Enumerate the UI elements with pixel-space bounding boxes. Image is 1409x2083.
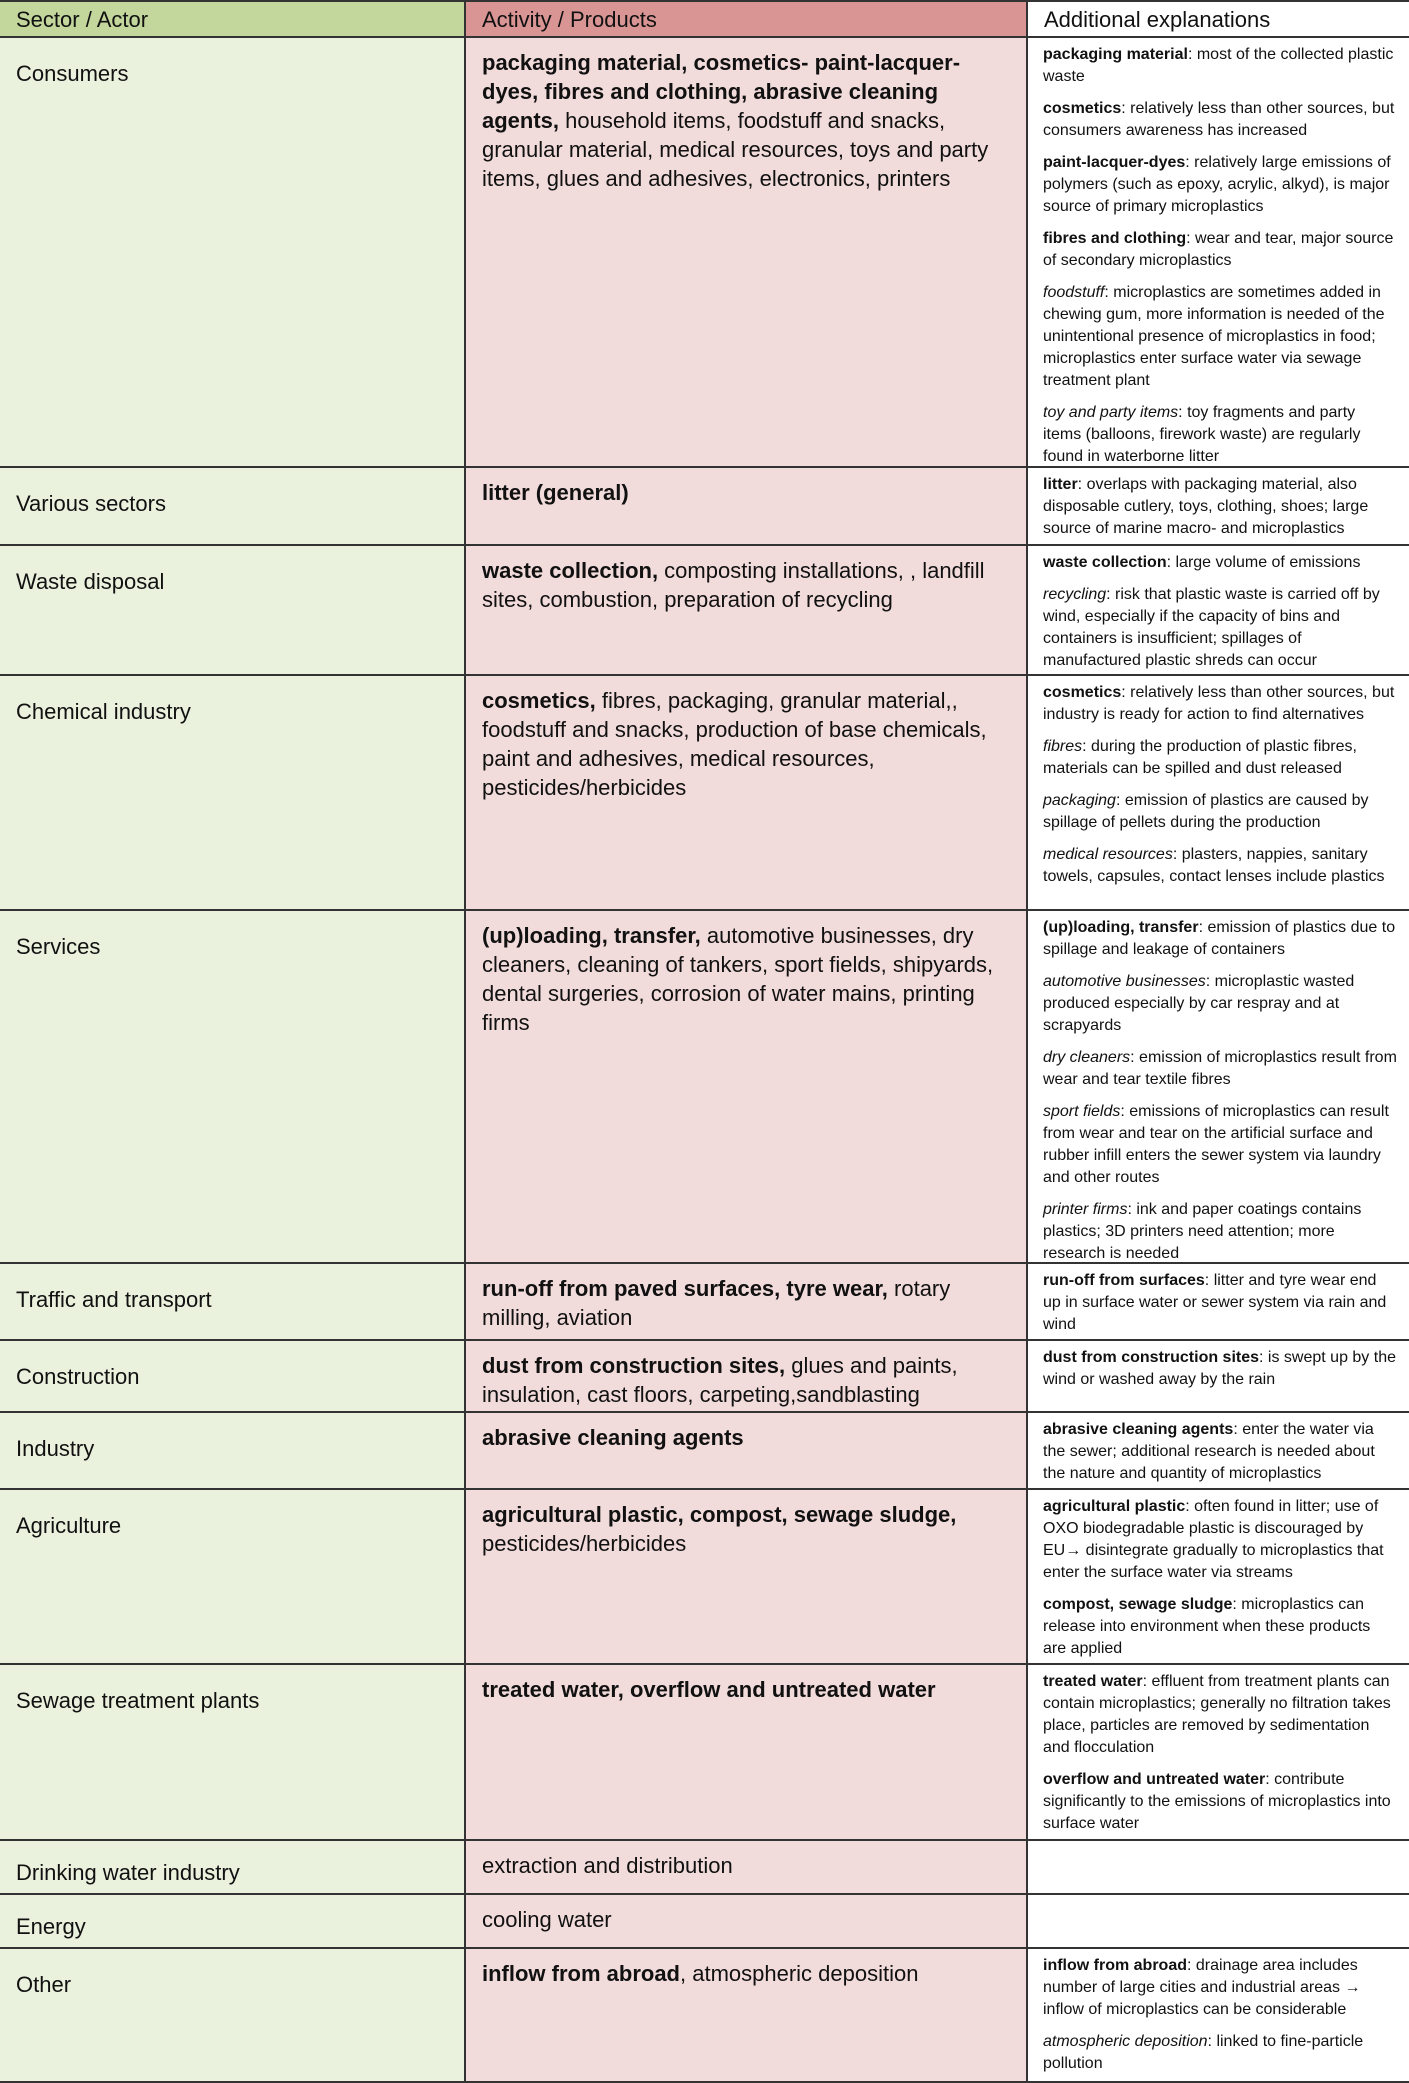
activity-text: fibres, packaging, granular material,, foodstuff and snacks, production of base chemicals, paint and adhesives, medical resources, pesticides/herbicides	[482, 688, 987, 800]
explanation-cell	[1028, 1949, 1409, 2081]
explanation-term: automotive businesses	[1043, 973, 1206, 990]
explanation-cell	[1028, 38, 1409, 466]
explanation-item	[1043, 402, 1397, 468]
table-row	[0, 1949, 1409, 2083]
explanation-term: dry cleaners	[1043, 1049, 1131, 1066]
activity-cell	[466, 468, 1028, 544]
explanation-item	[1043, 1101, 1397, 1189]
explanation-text: : emission of microplastics result from wear and tear textile fibres	[1043, 1049, 1397, 1088]
explanation-term: packaging material	[1043, 46, 1188, 63]
explanation-text: : during the production of plastic fibres, materials can be spilled and dust released	[1043, 738, 1357, 777]
explanation-cell	[1028, 468, 1409, 544]
explanation-text: : relatively large emissions of polymers (such as epoxy, acrylic, alkyd), is major source of primary microplastics	[1043, 154, 1391, 215]
activity-bold-text: abrasive cleaning agents	[482, 1425, 744, 1450]
explanation-text: : enter the water via the sewer; additional research is needed about the nature and quantity of microplastics	[1043, 1421, 1375, 1482]
explanation-text: : toy fragments and party items (balloons, firework waste) are regularly found in waterborne litter	[1043, 404, 1361, 465]
table-row	[0, 676, 1409, 911]
explanation-term: printer firms	[1043, 1201, 1128, 1218]
explanation-item	[1043, 1199, 1397, 1265]
table-row	[0, 1895, 1409, 1949]
activity-text: automotive businesses, dry cleaners, cleaning of tankers, sport fields, shipyards, dental surgeries, corrosion of water mains, printing firms	[482, 923, 994, 1035]
explanation-item	[1043, 44, 1397, 88]
explanation-item	[1043, 474, 1397, 540]
explanation-item	[1043, 917, 1397, 961]
activity-bold-text: litter (general)	[482, 480, 629, 505]
activity-bold-text: treated water, overflow and untreated water	[482, 1677, 936, 1702]
activity-cell	[466, 546, 1028, 674]
explanation-term: treated water	[1043, 1673, 1143, 1690]
activity-bold-text: waste collection,	[482, 558, 659, 583]
explanation-term: atmospheric deposition	[1043, 2033, 1208, 2050]
table-row	[0, 546, 1409, 676]
explanation-item	[1043, 152, 1397, 218]
explanation-text: : relatively less than other sources, but consumers awareness has increased	[1043, 100, 1395, 139]
explanation-text: : large volume of emissions	[1166, 554, 1361, 571]
sector-cell: Consumers	[0, 38, 466, 466]
explanation-cell	[1028, 1665, 1409, 1839]
explanation-term: compost, sewage sludge	[1043, 1596, 1233, 1613]
sector-cell: Energy	[0, 1895, 466, 1947]
activity-bold-text: cosmetics,	[482, 688, 596, 713]
activity-cell	[466, 1665, 1028, 1839]
activity-cell	[466, 1841, 1028, 1893]
explanation-term: inflow from abroad	[1043, 1957, 1187, 1974]
explanation-term: dust from construction sites	[1043, 1349, 1260, 1366]
activity-cell	[466, 1895, 1028, 1947]
explanation-cell	[1028, 1841, 1409, 1893]
explanation-cell	[1028, 546, 1409, 674]
sector-cell: Agriculture	[0, 1490, 466, 1663]
explanation-text: : plasters, nappies, sanitary towels, capsules, contact lenses include plastics	[1043, 846, 1385, 885]
explanation-item	[1043, 682, 1397, 726]
activity-bold-text: dust from construction sites,	[482, 1353, 786, 1378]
explanation-item	[1043, 1419, 1397, 1485]
activity-bold-text: packaging material, cosmetics- paint-lacquer-dyes, fibres and clothing, abrasive cleaning agents,	[482, 50, 961, 133]
activity-bold-text: run-off from paved surfaces, tyre wear,	[482, 1276, 888, 1301]
table-row	[0, 1841, 1409, 1895]
explanation-term: abrasive cleaning agents	[1043, 1421, 1234, 1438]
activity-text: household items, foodstuff and snacks, granular material, medical resources, toys and party items, glues and adhesives, electronics, printers	[482, 108, 989, 191]
table-body	[0, 38, 1409, 2083]
sector-cell: Waste disposal	[0, 546, 466, 674]
activity-text: extraction and distribution	[482, 1853, 733, 1878]
sector-cell: Industry	[0, 1413, 466, 1488]
explanation-term: overflow and untreated water	[1043, 1771, 1266, 1788]
explanation-item	[1043, 228, 1397, 272]
activity-cell	[466, 38, 1028, 466]
explanation-term: packaging	[1043, 792, 1116, 809]
explanation-text: : ink and paper coatings contains plastics; 3D printers need attention; more research is needed	[1043, 1201, 1362, 1262]
explanation-term: medical resources	[1043, 846, 1173, 863]
explanation-term: (up)loading, transfer	[1043, 919, 1199, 936]
sector-cell: Traffic and transport	[0, 1264, 466, 1339]
table-row	[0, 468, 1409, 546]
header-sector: Sector / Actor	[0, 2, 466, 36]
header-activity: Activity / Products	[466, 2, 1028, 36]
explanation-cell	[1028, 676, 1409, 909]
activity-cell	[466, 911, 1028, 1262]
explanation-term: agricultural plastic	[1043, 1498, 1186, 1515]
header-explanation: Additional explanations	[1028, 2, 1409, 36]
explanation-text: : drainage area includes number of large cities and industrial areas → inflow of microplastics can be considerable	[1043, 1957, 1361, 2018]
explanation-term: fibres	[1043, 738, 1083, 755]
activity-text: composting installations, , landfill sites, combustion, preparation of recycling	[482, 558, 985, 612]
activity-cell	[466, 676, 1028, 909]
explanation-text: : emission of plastics due to spillage and leakage of containers	[1043, 919, 1396, 958]
activity-cell	[466, 1264, 1028, 1339]
activity-bold-text: agricultural plastic, compost, sewage sludge,	[482, 1502, 957, 1527]
sector-cell: Services	[0, 911, 466, 1262]
activity-bold-text: (up)loading, transfer,	[482, 923, 701, 948]
explanation-item	[1043, 790, 1397, 834]
activity-cell	[466, 1341, 1028, 1411]
explanation-item	[1043, 736, 1397, 780]
explanation-text: : emission of plastics are caused by spillage of pellets during the production	[1043, 792, 1369, 831]
explanation-term: fibres and clothing	[1043, 230, 1187, 247]
explanation-text: : microplastic wasted produced especially by car respray and at scrapyards	[1043, 973, 1355, 1034]
explanation-cell	[1028, 1413, 1409, 1488]
table-header	[0, 2, 1409, 38]
explanation-text: : most of the collected plastic waste	[1043, 46, 1394, 85]
table-row	[0, 1264, 1409, 1341]
explanation-text: : effluent from treatment plants can contain microplastics; generally no filtration takes place, particles are removed by sedimentation and flocculation	[1043, 1673, 1391, 1756]
explanation-item	[1043, 971, 1397, 1037]
explanation-item	[1043, 584, 1397, 672]
sector-cell: Drinking water industry	[0, 1841, 466, 1893]
explanation-text: : overlaps with packaging material, also disposable cutlery, toys, clothing, shoes; large source of marine macro- and microplastics	[1043, 476, 1369, 537]
table-row	[0, 1413, 1409, 1490]
explanation-text: : is swept up by the wind or washed away by the rain	[1043, 1349, 1396, 1388]
activity-text: cooling water	[482, 1907, 612, 1932]
activity-text: glues and paints, insulation, cast floors, carpeting,sandblasting	[482, 1353, 958, 1407]
explanation-item	[1043, 1270, 1397, 1336]
activity-bold-text: inflow from abroad	[482, 1961, 680, 1986]
table-row	[0, 1665, 1409, 1841]
explanation-text: : emissions of microplastics can result from wear and tear on the artificial surface and rubber infill enters the sewer system via laundry and other routes	[1043, 1103, 1389, 1186]
sector-cell: Other	[0, 1949, 466, 2081]
explanation-item	[1043, 1594, 1397, 1660]
explanation-cell	[1028, 1895, 1409, 1947]
explanation-text: : contribute significantly to the emissions of microplastics into surface water	[1043, 1771, 1391, 1832]
explanation-item	[1043, 2031, 1397, 2075]
explanation-item	[1043, 1769, 1397, 1835]
explanation-text: : microplastics are sometimes added in chewing gum, more information is needed of the unintentional presence of microplastics in food; microplastics enter surface water via sewage treatment plant	[1043, 284, 1385, 389]
explanation-text: : often found in litter; use of OXO biodegradable plastic is discouraged by EU→ disintegrate gradually to microplastics that enter the surface water via streams	[1043, 1498, 1384, 1581]
explanation-text: : litter and tyre wear end up in surface water or sewer system via rain and wind	[1043, 1272, 1387, 1333]
explanation-cell	[1028, 1490, 1409, 1663]
explanation-term: paint-lacquer-dyes	[1043, 154, 1186, 171]
explanation-item	[1043, 1671, 1397, 1759]
explanation-item	[1043, 1955, 1397, 2021]
table-row	[0, 1341, 1409, 1413]
sector-cell: Chemical industry	[0, 676, 466, 909]
activity-cell	[466, 1413, 1028, 1488]
explanation-term: sport fields	[1043, 1103, 1121, 1120]
table-row	[0, 38, 1409, 468]
explanation-term: cosmetics	[1043, 684, 1122, 701]
explanation-term: recycling	[1043, 586, 1107, 603]
sector-cell: Various sectors	[0, 468, 466, 544]
explanation-term: litter	[1043, 476, 1078, 493]
explanation-item	[1043, 98, 1397, 142]
explanation-text: : microplastics can release into environment when these products are applied	[1043, 1596, 1371, 1657]
explanation-item	[1043, 1047, 1397, 1091]
explanation-cell	[1028, 1341, 1409, 1411]
sector-cell: Sewage treatment plants	[0, 1665, 466, 1839]
activity-text: rotary milling, aviation	[482, 1276, 951, 1330]
explanation-term: toy and party items	[1043, 404, 1179, 421]
explanation-item	[1043, 844, 1397, 888]
explanation-term: run-off from surfaces	[1043, 1272, 1205, 1289]
explanation-item	[1043, 282, 1397, 392]
explanation-item	[1043, 1496, 1397, 1584]
explanation-text: : risk that plastic waste is carried off by wind, especially if the capacity of bins and containers is insufficient; spillages of manufactured plastic shreds can occur	[1043, 586, 1380, 669]
explanation-text: : wear and tear, major source of secondary microplastics	[1043, 230, 1394, 269]
explanation-term: cosmetics	[1043, 100, 1122, 117]
activity-text: , atmospheric deposition	[680, 1961, 919, 1986]
table-row	[0, 1490, 1409, 1665]
explanation-term: waste collection	[1043, 554, 1167, 571]
explanation-item	[1043, 552, 1397, 574]
explanation-cell	[1028, 1264, 1409, 1339]
activity-cell	[466, 1490, 1028, 1663]
explanation-item	[1043, 1347, 1397, 1391]
explanation-cell	[1028, 911, 1409, 1262]
explanation-text: : relatively less than other sources, but industry is ready for action to find alternatives	[1043, 684, 1395, 723]
explanation-text: : linked to fine-particle pollution	[1043, 2033, 1364, 2072]
explanation-term: foodstuff	[1043, 284, 1105, 301]
sector-cell: Construction	[0, 1341, 466, 1411]
activity-cell	[466, 1949, 1028, 2081]
activity-text: pesticides/herbicides	[482, 1531, 687, 1556]
table-row	[0, 911, 1409, 1264]
